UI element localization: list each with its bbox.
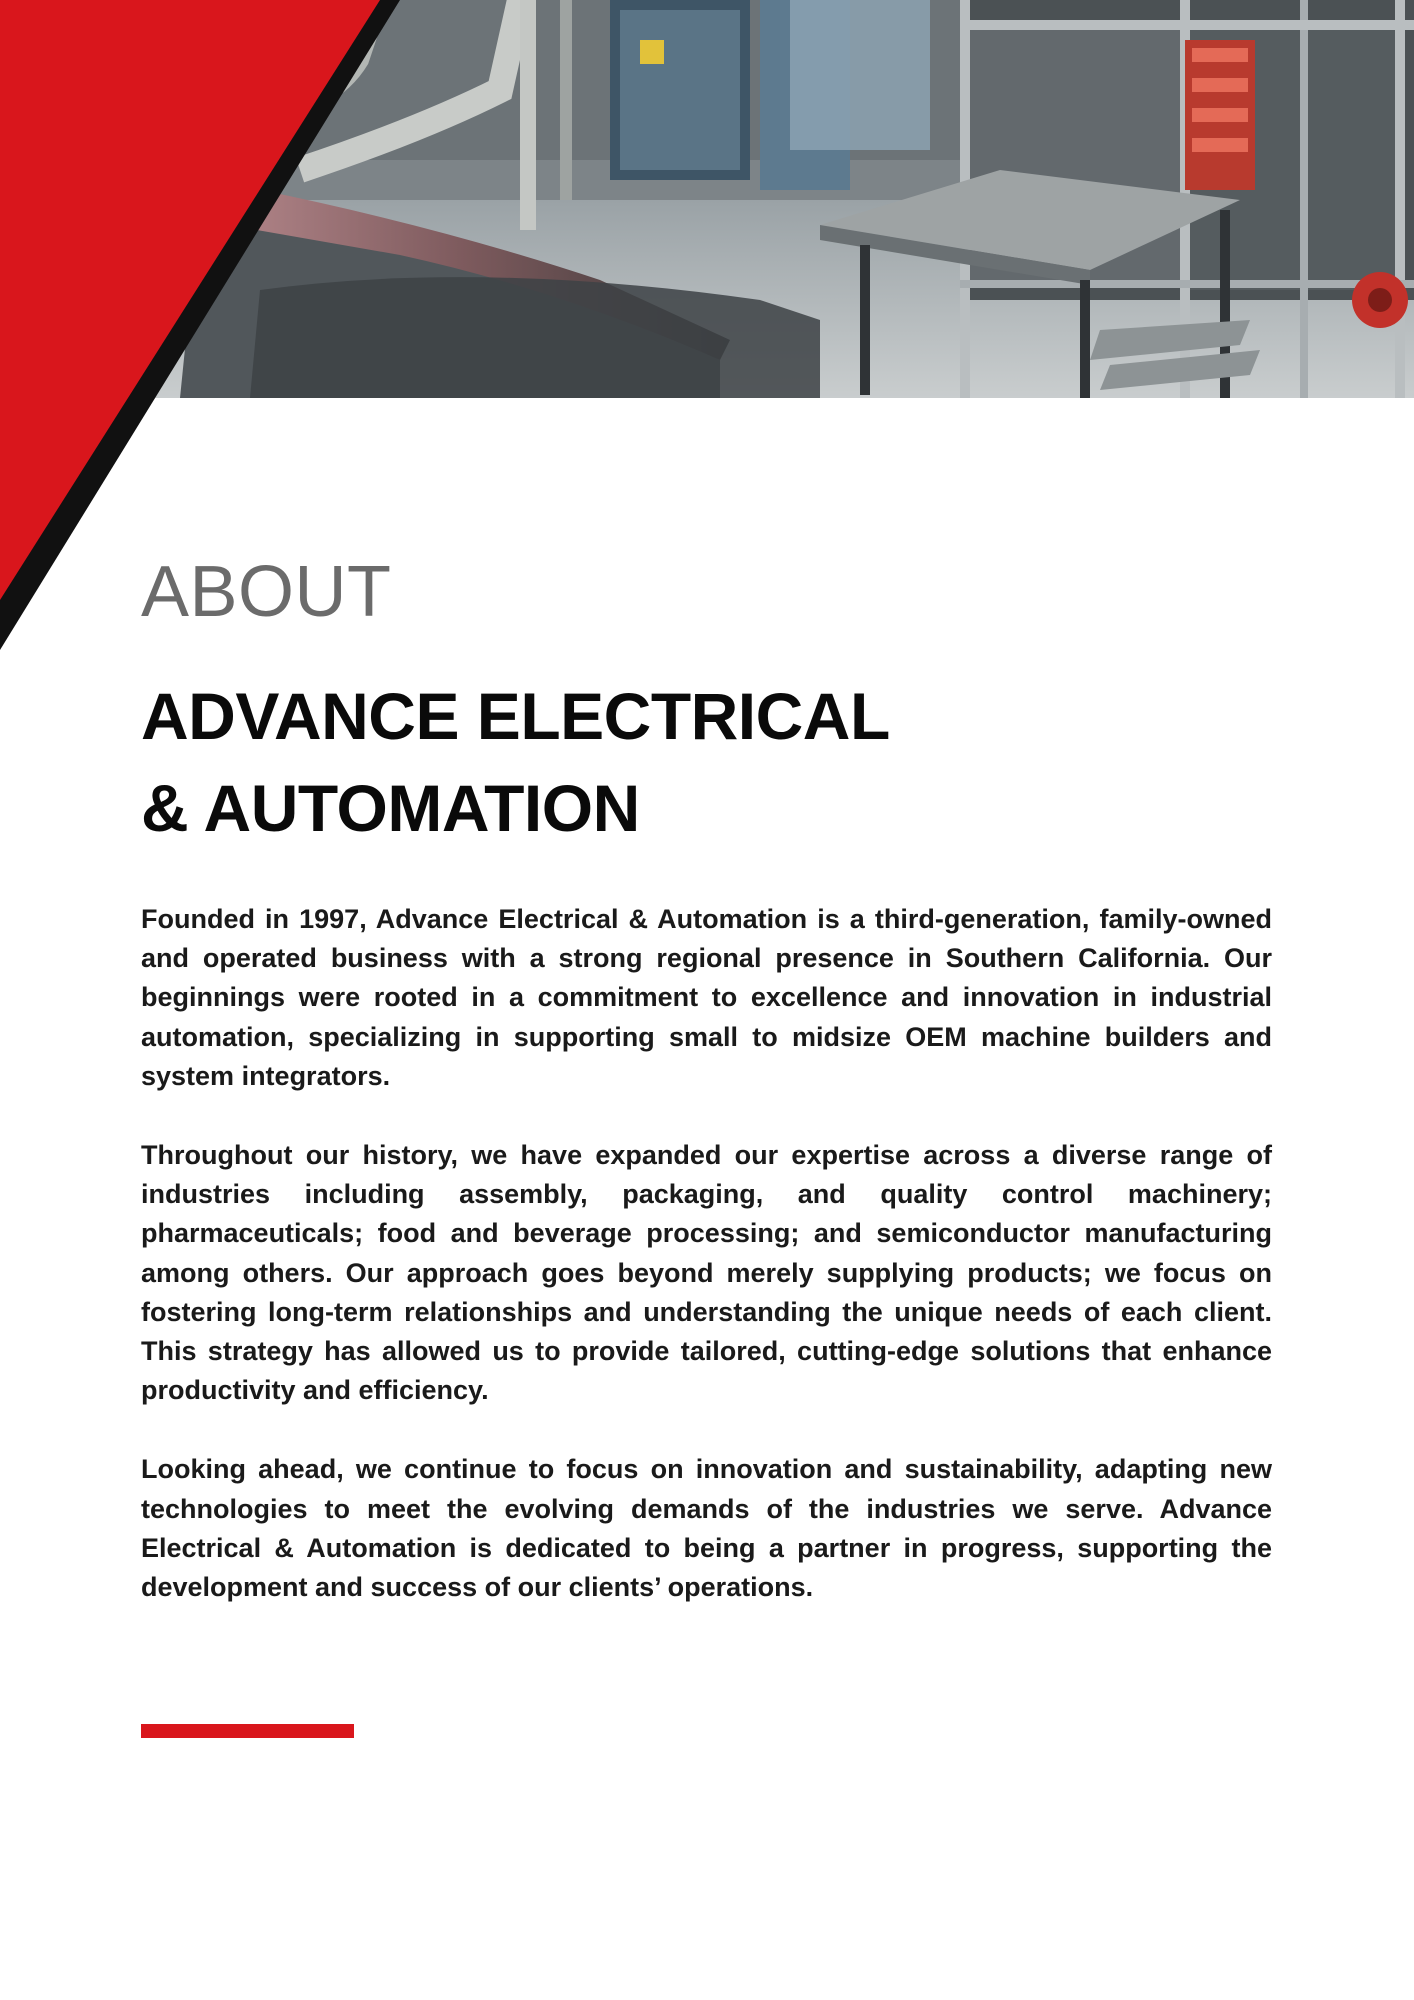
red-accent-bar	[141, 1724, 354, 1738]
company-title	[141, 670, 890, 854]
company-title-line2: & AUTOMATION	[141, 771, 640, 845]
paragraph-history: Founded in 1997, Advance Electrical & Automation is a third-generation, family-owned and operated business with a strong regional presence in Southern California. Our beginnings were rooted in a commitment to excellence and innovation in industrial automation, specializing in supporting small to midsize OEM machine builders and system integrators.	[141, 904, 1272, 1091]
company-title-line1: ADVANCE ELECTRICAL	[141, 679, 890, 753]
about-body	[141, 900, 1272, 1647]
red-corner-triangle	[0, 0, 380, 600]
section-kicker: ABOUT	[141, 552, 392, 632]
paragraph-outlook: Looking ahead, we continue to focus on innovation and sustainability, adapting new technologies to meet the evolving demands of the industries we serve. Advance Electrical & Automation is dedicated to being a partner in progress, supporting the development and success of our clients’ operations.	[141, 1454, 1272, 1603]
paragraph-expertise: Throughout our history, we have expanded our expertise across a diverse range of industries including assembly, packaging, and quality control machinery; pharmaceuticals; food and beverage processing; and semiconductor manufacturing among others. Our approach goes beyond merely supplying products; we focus on fostering long-term relationships and understanding the unique needs of each client. This strategy has allowed us to provide tailored, cutting-edge solutions that enhance productivity and efficiency.	[141, 1140, 1272, 1406]
